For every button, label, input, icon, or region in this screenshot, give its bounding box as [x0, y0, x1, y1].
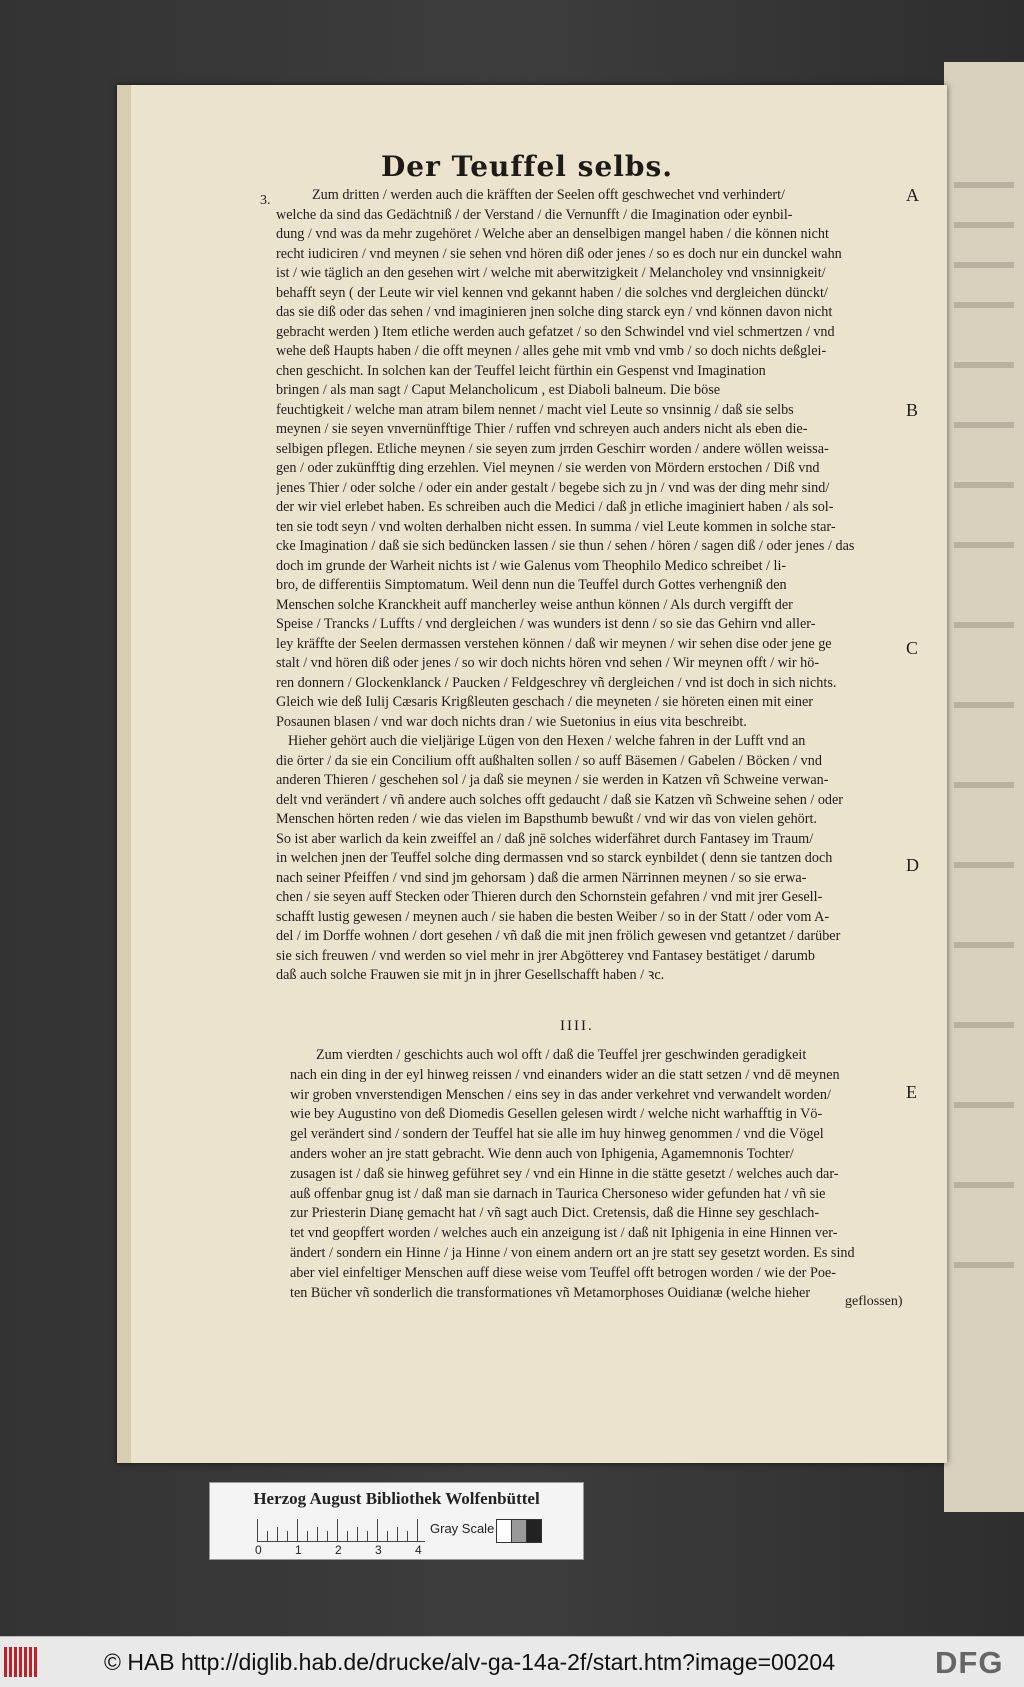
margin-letter-d: D	[906, 855, 919, 875]
text-line: gel verändert sind / sondern der Teuffel hat sie alle im huy hinweg genommen / vnd die Vögel	[290, 1126, 824, 1143]
scale-number-1: 1	[295, 1543, 302, 1557]
text-line: Hieher gehört auch die vieljärige Lügen von den Hexen / welche fahren in der Lufft vnd an	[288, 733, 806, 749]
text-line: chen geschicht. In solchen kan der Teuffel leicht fürthin ein Gespenst vnd Imagination	[276, 362, 766, 379]
scale-number-0: 0	[255, 1543, 262, 1557]
text-line: behafft seyn ( der Leute wir viel kennen vnd gekannt haben / die solches vnd dergleichen dünckt/	[276, 284, 828, 301]
text-line: Posaunen blasen / vnd war doch nichts dran / wie Suetonius in eius vita beschreibt.	[276, 713, 747, 730]
section-number: 3.	[260, 193, 271, 208]
margin-letter-b: B	[906, 400, 919, 420]
text-line: der wir viel erlebet haben. Es schreiben auch die Medici / daß jn etliche imaginiert haben / als sol-	[276, 499, 834, 515]
text-line: cke Imagination / daß sie sich bedüncken lassen / sie thun / sehen / hören / sagen diß / oder jenes / das	[276, 538, 855, 554]
gray-scale-label: Gray Scale	[430, 1521, 495, 1536]
color-target-card	[209, 1482, 584, 1560]
scale-number-4: 4	[415, 1543, 422, 1557]
text-line: meynen / sie seyen vnvernünfftige Thier / ruffen vnd schreyen auch anders nicht als eben die-	[276, 421, 808, 437]
gray-swatch-mid	[511, 1519, 527, 1543]
text-line: bringen / als man sagt / Caput Melancholicum , est Diaboli balneum. Die böse	[276, 382, 721, 398]
text-line: stalt / vnd hören diß oder jenes / so wir doch nichts hören vnd sehen / Wir meynen offt / wir hö-	[276, 655, 820, 671]
gray-swatch-black	[526, 1519, 542, 1543]
body-text-block-2	[290, 1046, 910, 1303]
text-line: wir groben vnverstendigen Menschen / eins sey in das ander verkehret vnd verwandelt worden/	[290, 1086, 831, 1103]
text-line: in welchen jnen der Teuffel solche ding dermassen vnd so starck eynbildet ( denn sie tantzen doch	[276, 850, 833, 866]
text-line: die örter / da sie ein Concilium offt außhalten sollen / so auff Bäsemen / Gabelen / Böcken / vnd	[276, 752, 822, 769]
text-line: wehe deß Haupts haben / die offt meynen / alles gehe mit vmb vnd vmb / so doch nichts deßglei-	[276, 343, 827, 359]
text-line: recht iudiciren / vnd meynen / sie sehen vnd hören diß oder jenes / so es doch nur ein dunckel wahn	[276, 245, 842, 262]
text-line: nach ein ding in der eyl hinweg reissen / vnd einanders wider an die statt setzen / vnd dē meynen	[290, 1066, 840, 1083]
text-line: auß offenbar gnug ist / daß man sie darnach in Taurica Chersoneso wider gefunden hat / vñ sie	[290, 1185, 826, 1202]
color-target-title: Herzog August Bibliothek Wolfenbüttel	[253, 1489, 540, 1508]
scale-ruler	[257, 1519, 425, 1542]
margin-letter-e: E	[906, 1082, 917, 1102]
text-line: dung / vnd was da mehr zugehöret / Welche aber an denselbigen mangel haben / die können nicht	[276, 226, 829, 242]
text-line: schafft lustig gewesen / meynen auch / sie haben die besten Weiber / so in der Statt / oder vom A-	[276, 908, 830, 925]
text-line: anders woher an jre statt gebracht. Wie denn auch von Iphigenia, Agamemnonis Tochter/	[290, 1145, 794, 1162]
text-line: gebracht werden ) Item etliche werden auch gefatzet / so den Schwindel vnd viel schmertzen / vnd	[276, 323, 835, 340]
text-line: doch im grunde der Warheit nichts ist / wie Galenus vom Theophilo Medico schreibet / li-	[276, 557, 787, 574]
hab-logo-icon	[4, 1647, 42, 1677]
scale-number-3: 3	[375, 1543, 382, 1557]
text-line: Speise / Trancks / Luffts / vnd dergleichen / was wunders ist denn / so sie das Gehirn vnd aller-	[276, 616, 816, 632]
copyright-link[interactable]: © HAB http://diglib.hab.de/drucke/alv-ga-14a-2f/start.htm?image=00204	[104, 1649, 836, 1675]
catchword: geflossen)	[845, 1294, 903, 1309]
text-line: ten Bücher vñ sonderlich die transformationes vñ Metamorphoses Ouidianæ (welche hieher	[290, 1284, 811, 1301]
text-line: ist / wie täglich an den gesehen wirt / welche mit aberwitzigkeit / Melancholey vnd vnsinnigkeit/	[276, 265, 826, 281]
margin-letter-c: C	[906, 638, 919, 658]
text-line: Zum vierdten / geschichts auch wol offt / daß die Teuffel jrer geschwinden geradigkeit	[316, 1047, 807, 1063]
text-line: chen / sie seyen auff Stecken oder Thieren durch den Schornstein gefahren / vnd mit jrer Gesell-	[276, 889, 823, 905]
text-line: ten sie todt seyn / vnd wolten derhalben nicht essen. In summa / viel Leute kommen in solche star-	[276, 518, 836, 535]
text-line: Menschen hörten reden / wie das vielen im Bapsthumb bewußt / vnd wir das von vielen gehört.	[276, 811, 817, 827]
text-line: feuchtigkeit / welche man atram bilem nennet / macht viel Leute so vnsinnig / daß sie selbs	[276, 401, 794, 418]
text-line: ley kräffte der Seelen dermassen verstehen können / daß wir meynen / wir sehen dise oder jene ge	[276, 635, 832, 652]
body-text-block-1	[276, 186, 906, 986]
text-line: welche da sind das Gedächtniß / der Verstand / die Vernunfft / die Imagination oder eynbil-	[276, 206, 793, 223]
dfg-logo: DFG	[935, 1645, 1004, 1680]
text-line: ren donnern / Glockenklanck / Paucken / Feldgeschrey vñ dergleichen / vnd ist doch in sich nichts.	[276, 674, 837, 691]
text-line: tet vnd geopffert worden / welches auch ein anzeigung ist / daß nit Iphigenia in eine Hinnen ver-	[290, 1225, 838, 1242]
text-line: daß auch solche Frauwen sie mit jn in jhrer Gesellschafft haben / ꝛc.	[276, 967, 665, 983]
running-head: Der Teuffel selbs.	[381, 150, 673, 183]
text-line: wie bey Augustino von deß Diomedis Gesellen gelesen wirdt / welche nicht warhafftig in Vö-	[290, 1106, 823, 1123]
text-line: Gleich wie deß Iulij Cæsaris Krigßleuten geschach / die meyneten / sie höreten einen mit einer	[276, 694, 813, 710]
text-line: zur Priesterin Dianę gemacht hat / vñ sagt auch Dict. Cretensis, daß die Hinne sey geschlach-	[290, 1205, 820, 1222]
text-line: Zum dritten / werden auch die kräfften der Seelen offt geschwechet vnd verhindert/	[312, 187, 786, 203]
gray-swatch-white	[496, 1519, 512, 1543]
text-line: nach seiner Pfeiffen / vnd sind jm gehorsam ) daß die armen Närrinnen meynen / so sie erwa-	[276, 869, 807, 886]
text-line: ändert / sondern ein Hinne / ja Hinne / von einem andern ort an jre statt sey gesetzt worden. Es sind	[290, 1244, 855, 1261]
text-line: anderen Thieren / geschehen sol / ja daß sie meynen / sie werden in Katzen vñ Schweine verwan-	[276, 772, 829, 788]
text-line: selbigen pflegen. Etliche meynen / sie seyen zum jrrden Geschirr worden / andere wöllen weissa-	[276, 440, 829, 457]
section-heading: IIII.	[560, 1018, 594, 1034]
text-line: bro, de differentiis Simptomatum. Weil denn nun die Teuffel durch Gottes verhengniß den	[276, 577, 787, 593]
text-line: sie sich freuwen / vnd werden so viel mehr in jrer Abgötterey vnd Fantasey bestätiget / darumb	[276, 947, 815, 964]
text-line: jenes Thier / oder solche / oder ein ander gestalt / begebe sich zu jn / vnd was der ding mehr sind/	[276, 479, 830, 496]
text-line: del / im Dorffe wohnen / dort gesehen / vñ daß die mit jnen frölich gewesen vnd getantzet / darüber	[276, 928, 841, 944]
text-line: aber viel einfeltiger Menschen auff diese weise vom Teuffel offt betrogen worden / wie der Poe-	[290, 1264, 836, 1281]
text-line: zusagen ist / daß sie hinweg geführet sey / vnd ein Hinne in die stätte gesetzt / welches auch dar-	[290, 1165, 839, 1182]
scale-number-2: 2	[335, 1543, 342, 1557]
text-line: gen / oder zukünfftig ding erzehlen. Viel meynen / sie werden von Mördern erstochen / Diß vnd	[276, 460, 820, 476]
text-line: delt vnd verändert / vñ andere auch solches offt gedaucht / daß sie Katzen vñ Schweine sehen / oder	[276, 791, 844, 808]
text-line: So ist aber warlich da kein zweiffel an / daß jnē solches widerfähret durch Fantasey im Traum/	[276, 830, 814, 847]
facing-page-edge	[944, 62, 1024, 1512]
text-line: Menschen solche Kranckheit auff mancherley weise anthun können / Als durch vergifft der	[276, 596, 793, 613]
footer-bar	[0, 1636, 1024, 1687]
margin-letter-a: A	[906, 185, 919, 205]
text-line: das sie diß oder das sehen / vnd imaginieren jnen solche ding starck eyn / vnd können davon nicht	[276, 304, 833, 320]
